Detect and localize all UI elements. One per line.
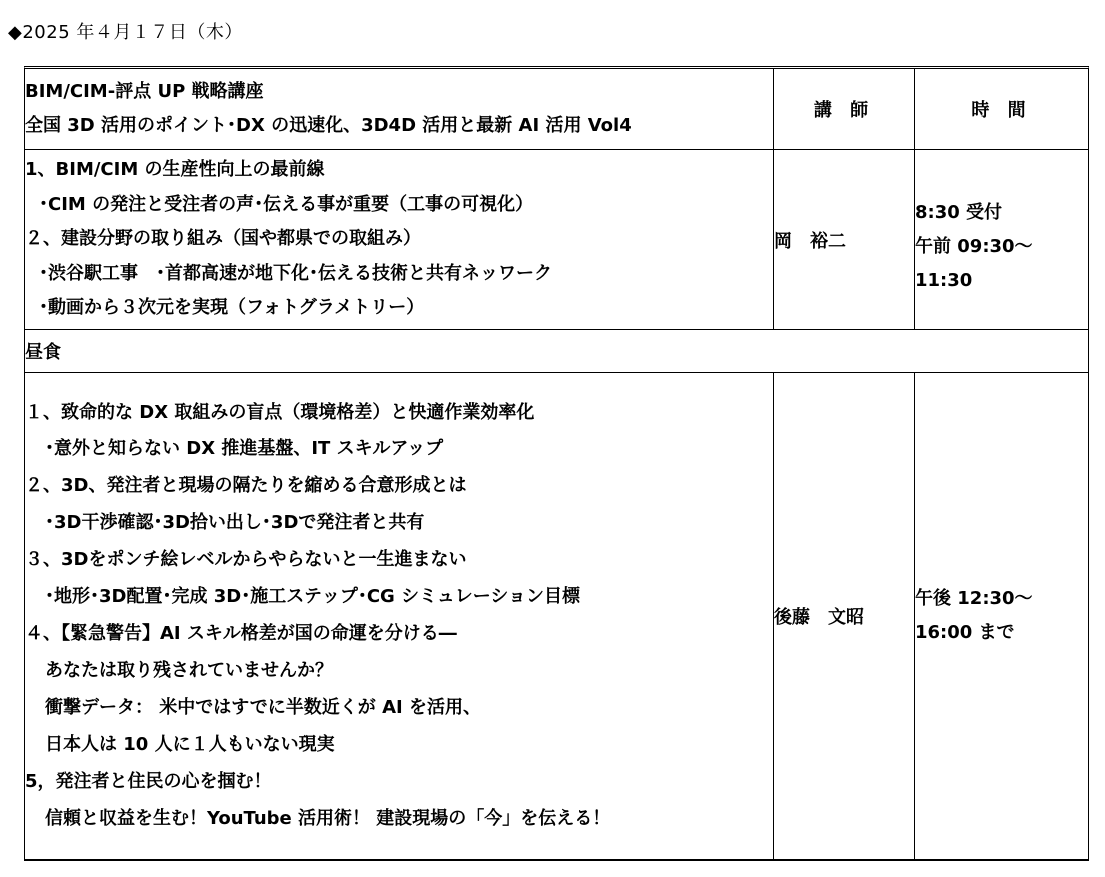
time-header: 時 間 bbox=[915, 69, 1088, 150]
afternoon-topic: ･3D干渉確認･3D拾い出し･3Dで発注者と共有 bbox=[45, 512, 425, 534]
afternoon-topic: ･地形･3D配置･完成 3D･施工ステップ･CG シミュレーション目標 bbox=[45, 586, 581, 608]
afternoon-time-line: 午後 12:30～ bbox=[915, 588, 1033, 609]
afternoon-topic: 日本人は 10 人に１人もいない現実 bbox=[45, 733, 335, 755]
afternoon-topic: ４、【緊急警告】AI スキル格差が国の命運を分ける― bbox=[25, 623, 457, 644]
morning-topic: 1、BIM/CIM の生産性向上の最前線 bbox=[25, 159, 325, 181]
event-date: ◆2025 年４月１７日（木） bbox=[8, 22, 243, 43]
afternoon-topic: 衝撃データ： 米中ではすでに半数近くが AI を活用、 bbox=[45, 696, 481, 718]
morning-time-line: 午前 09:30～ bbox=[915, 236, 1033, 257]
afternoon-topics-cell bbox=[25, 373, 774, 859]
header-row bbox=[25, 69, 1088, 150]
course-title-line2: 全国 3D 活用のポイント･DX の迅速化、3D4D 活用と最新 AI 活用 Vol4 bbox=[25, 115, 632, 136]
afternoon-topic: 5，発注者と住民の心を掴む！ bbox=[25, 770, 272, 792]
afternoon-topic: あなたは取り残されていませんか？ bbox=[45, 659, 333, 681]
course-title-cell bbox=[25, 69, 774, 150]
morning-time-cell bbox=[915, 150, 1088, 330]
afternoon-lecturer: 後藤 文昭 bbox=[774, 373, 915, 859]
lunch-row bbox=[25, 330, 1088, 373]
lunch-label: 昼食 bbox=[25, 330, 1088, 373]
morning-topic: ･動画から３次元を実現（フォトグラメトリー） bbox=[39, 297, 425, 319]
afternoon-session-row bbox=[25, 373, 1088, 859]
morning-topic: ２、建設分野の取り組み（国や都県での取組み） bbox=[25, 228, 421, 250]
morning-time-line: 11:30 bbox=[915, 270, 973, 291]
afternoon-topic: 信頼と収益を生む！YouTube 活用術！ 建設現場の「今」を伝える！ bbox=[45, 807, 611, 829]
morning-time-line: 8:30 受付 bbox=[915, 202, 1003, 223]
afternoon-topic: ３、3Dをポンチ絵レベルからやらないと一生進まない bbox=[25, 549, 467, 571]
afternoon-time-cell bbox=[915, 373, 1088, 859]
morning-topics-cell bbox=[25, 150, 774, 330]
afternoon-topic: ２、3D、発注者と現場の隔たりを縮める合意形成とは bbox=[25, 475, 467, 497]
schedule-table bbox=[24, 66, 1089, 861]
afternoon-topic: １、致命的な DX 取組みの盲点（環境格差）と快適作業効率化 bbox=[25, 401, 535, 423]
morning-session-row bbox=[25, 150, 1088, 330]
afternoon-time-line: 16:00 まで bbox=[915, 622, 1015, 643]
morning-topic: ･CIM の発注と受注者の声･伝える事が重要（工事の可視化） bbox=[39, 193, 534, 215]
course-title-line1: BIM/CIM-評点 UP 戦略講座 bbox=[25, 81, 264, 102]
lecturer-header: 講 師 bbox=[774, 69, 915, 150]
afternoon-topic: ･意外と知らない DX 推進基盤、IT スキルアップ bbox=[45, 438, 444, 460]
morning-lecturer: 岡 裕二 bbox=[774, 150, 915, 330]
morning-topic: ･渋谷駅工事 ･首都高速が地下化･伝える技術と共有ネッワーク bbox=[39, 262, 552, 284]
